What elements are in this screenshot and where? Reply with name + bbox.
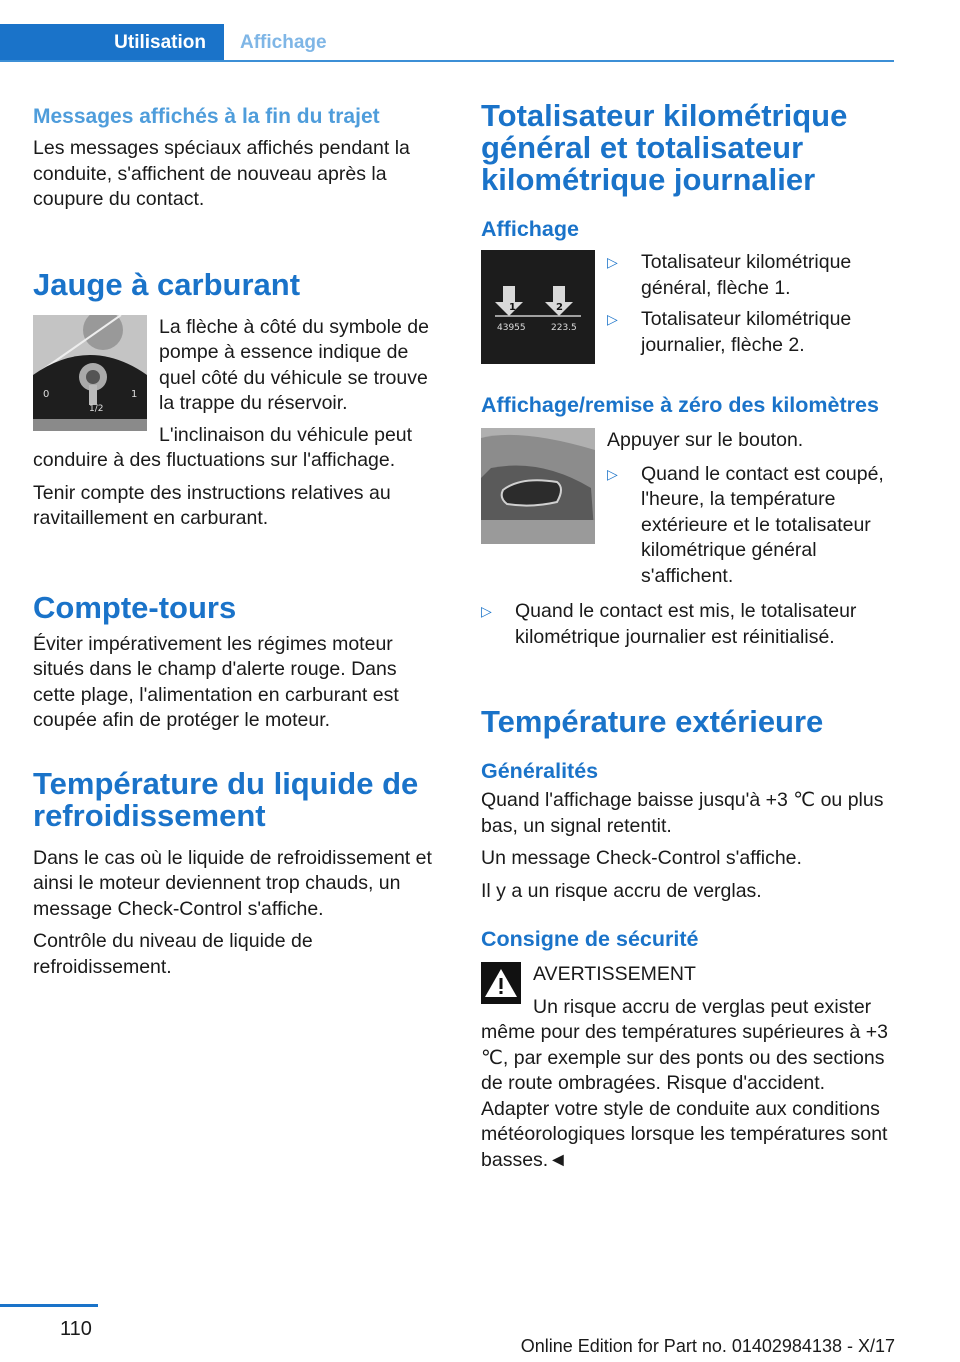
fuel-text-1: La flèche à côté du symbole de pompe à essence indique de quel côté du véhicule se trouve la trappe du réservoir. <box>159 315 429 414</box>
safety-heading: Consigne de sécurité <box>481 927 699 951</box>
display-block <box>481 250 895 364</box>
tab-affichage[interactable] <box>240 24 327 62</box>
gauge-full-label: 1 <box>131 388 138 400</box>
tab-affichage-label: Affichage <box>240 32 327 53</box>
coolant-text-1: Dans le cas où le liquide de refroidissement et ainsi le moteur deviennent trop chauds, un message Check-Control s'affiche. <box>33 846 432 920</box>
reset-block <box>481 428 895 589</box>
fuel-gauge-image <box>33 315 147 431</box>
messages-heading: Messages affichés à la fin du trajet <box>33 105 380 128</box>
temp-text-3: Il y a un risque accru de verglas. <box>481 879 762 902</box>
gauge-zero-label: 0 <box>43 388 50 400</box>
fuel-text-3: Tenir compte des instructions relatives au ravitaillement en carburant. <box>33 481 391 529</box>
list-item <box>607 462 895 590</box>
fuel-block <box>33 315 443 449</box>
temp-text-1: Quand l'affichage baisse jusqu'à +3 ℃ ou plus bas, un signal retentit. <box>481 789 884 837</box>
messages-text: Les messages spéciaux affichés pendant la conduite, s'affichent de nouveau après la coupure du contact. <box>33 137 410 210</box>
edition-label: Online Edition for Part no. 01402984138 - X/17 <box>520 1336 895 1356</box>
right-column <box>481 100 895 1173</box>
rev-text: Éviter impérativement les régimes moteur situés dans le champ d'alerte rouge. Dans cette plage, l'alimentation en carburant est coupée afin de protéger le moteur. <box>33 632 399 731</box>
triangle-right-icon: ▷ <box>607 254 618 270</box>
rev-heading: Compte-tours <box>33 589 237 625</box>
warning-text-2: même pour des températures supérieures à +3 ℃, par exemple sur des ponts ou des sections de route ombragées. Risque d'accident. Adapter votre style de conduite aux conditions météorologiques lorsque les températures sont basses.◄ <box>481 1021 889 1171</box>
coolant-heading: Température du liquide de refroidissement <box>33 765 419 833</box>
arrow-1-label: 1 <box>509 302 516 313</box>
tab-utilisation-label: Utilisation <box>114 32 206 53</box>
triangle-right-icon: ▷ <box>481 603 492 619</box>
fuel-text-2a: L'inclinaison du véhicule peut <box>159 423 413 446</box>
header-divider <box>0 60 894 62</box>
triangle-right-icon: ▷ <box>607 465 618 482</box>
reset-text: Appuyer sur le bouton. <box>607 429 804 451</box>
bullet-text-1: Totalisateur kilométrique général, flèche 1. <box>641 251 852 299</box>
odo-trip-value: 223.5 <box>551 323 577 333</box>
odometer-heading: Totalisateur kilométrique général et totalisateur kilométrique journalier <box>481 98 848 197</box>
gauge-half-label: 1/2 <box>89 403 104 414</box>
fuel-heading: Jauge à carburant <box>33 266 301 302</box>
general-heading: Généralités <box>481 759 599 783</box>
bullet-text-4: Quand le contact est mis, le totalisateur kilométrique journalier est réinitialisé. <box>515 600 857 648</box>
temperature-heading: Température extérieure <box>481 704 824 739</box>
temp-text-2: Un message Check-Control s'affiche. <box>481 847 802 869</box>
left-column <box>33 100 443 980</box>
triangle-right-icon: ▷ <box>607 311 618 327</box>
odo-total-value: 43955 <box>497 323 526 333</box>
tab-utilisation[interactable] <box>0 24 224 62</box>
warning-text-1: Un risque accru de verglas peut exister <box>533 995 872 1018</box>
reset-heading: Affichage/remise à zéro des kilomètres <box>481 393 879 417</box>
warning-block <box>481 962 895 1020</box>
arrow-2-label: 2 <box>556 302 563 313</box>
list-item <box>607 307 895 358</box>
list-item <box>607 250 895 301</box>
bullet-text-2: Totalisateur kilométrique journalier, flèche 2. <box>641 308 852 356</box>
bullet-text-3: Quand le contact est coupé, l'heure, la température extérieure et le totalisateur kilométrique général s'affichent. <box>641 462 884 587</box>
trip-button-image <box>481 428 595 544</box>
page-number: 110 <box>60 1318 92 1340</box>
fuel-text-2b: conduire à des fluctuations sur l'affichage. <box>33 449 396 471</box>
list-item <box>481 599 895 650</box>
footer-divider <box>0 1304 98 1307</box>
warning-triangle-icon <box>481 962 521 1004</box>
odometer-image <box>481 250 595 364</box>
warning-label: AVERTISSEMENT <box>533 963 696 985</box>
display-heading: Affichage <box>481 217 579 241</box>
coolant-text-2: Contrôle du niveau de liquide de refroidissement. <box>33 930 313 978</box>
